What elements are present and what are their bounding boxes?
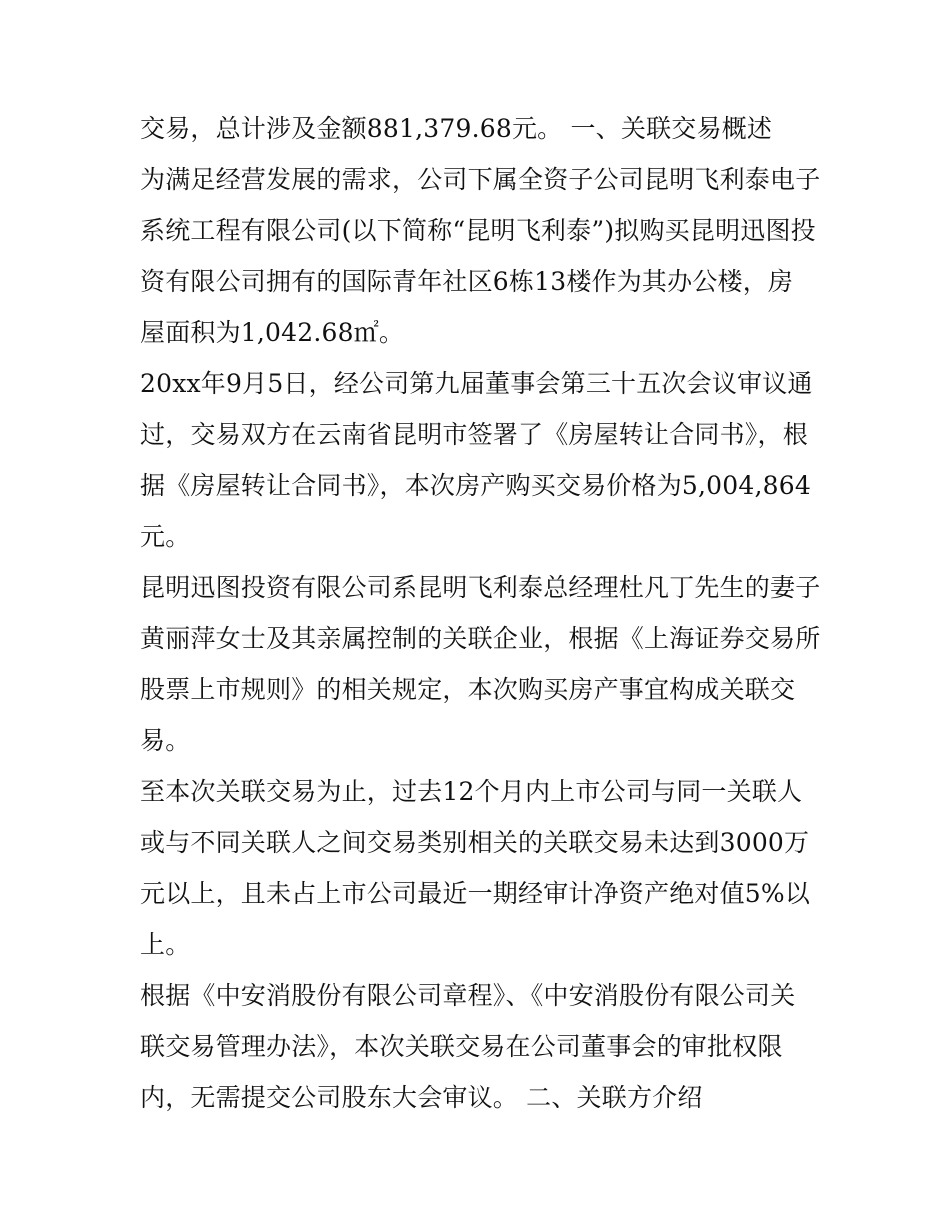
text-line: 系统工程有限公司(以下简称“昆明飞利泰”)拟购买昆明迅图投 xyxy=(140,216,816,245)
text-line: 至本次关联交易为止，过去12个月内上市公司与同一关联人 xyxy=(140,777,803,806)
text-line: 资有限公司拥有的国际青年社区6栋13楼作为其办公楼，房 xyxy=(140,267,794,296)
text-line: 20xx年9月5日，经公司第九届董事会第三十五次会议审议通 xyxy=(140,369,813,398)
text-line: 元以上，且未占上市公司最近一期经审计净资产绝对值5%以 xyxy=(140,879,811,908)
text-line: 根据《中安消股份有限公司章程》、《中安消股份有限公司关 xyxy=(140,981,796,1010)
text-line: 昆明迅图投资有限公司系昆明飞利泰总经理杜凡丁先生的妻子 xyxy=(140,573,821,602)
document-body xyxy=(140,103,820,1123)
text-line: 交易，总计涉及金额881,379.68元。 一、关联交易概述 xyxy=(140,114,773,143)
text-line: 为满足经营发展的需求，公司下属全资子公司昆明飞利泰电子 xyxy=(140,165,821,194)
text-line: 屋面积为1,042.68㎡。 xyxy=(140,318,405,347)
text-line: 联交易管理办法》，本次关联交易在公司董事会的审批权限 xyxy=(140,1032,783,1061)
text-line: 据《房屋转让合同书》，本次房产购买交易价格为5,004,864 xyxy=(140,471,811,500)
text-line: 股票上市规则》的相关规定，本次购买房产事宜构成关联交 xyxy=(140,675,796,704)
text-line: 黄丽萍女士及其亲属控制的关联企业，根据《上海证券交易所 xyxy=(140,624,821,653)
text-line: 易。 xyxy=(140,726,191,755)
text-line: 过，交易双方在云南省昆明市签署了《房屋转让合同书》，根 xyxy=(140,420,808,449)
text-line: 内，无需提交公司股东大会审议。 二、关联方介绍 xyxy=(140,1083,703,1112)
text-line: 上。 xyxy=(140,930,191,959)
text-line: 或与不同关联人之间交易类别相关的关联交易未达到3000万 xyxy=(140,828,810,857)
text-line: 元。 xyxy=(140,522,191,551)
